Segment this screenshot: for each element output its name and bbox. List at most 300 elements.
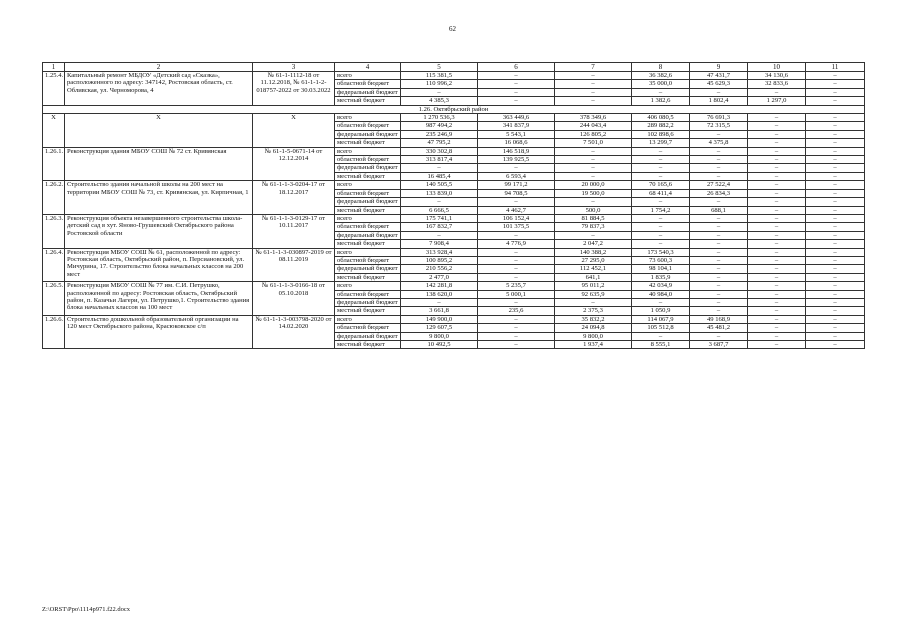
amount-cell: 363 449,6 xyxy=(478,114,555,122)
object-name: Строительство здания начальной школы на 200 мест на территории МБОУ СОШ № 73, ст. Кривянская, ул. Кирпичная, 1 xyxy=(65,181,253,215)
amount-cell: – xyxy=(748,214,806,222)
table-row xyxy=(43,214,865,222)
amount-cell: 235,6 xyxy=(478,307,555,315)
amount-cell: 99 171,2 xyxy=(478,181,555,189)
amount-cell: 1 382,6 xyxy=(632,97,690,105)
amount-cell: – xyxy=(806,139,865,147)
amount-cell: – xyxy=(632,172,690,180)
amount-cell: 16 068,6 xyxy=(478,139,555,147)
column-header: 2 xyxy=(65,63,253,72)
funding-source: федеральный бюджет xyxy=(335,198,401,206)
amount-cell: 3 661,8 xyxy=(401,307,478,315)
funding-source: всего xyxy=(335,248,401,256)
amount-cell: – xyxy=(748,139,806,147)
item-number: 1.26.5. xyxy=(43,282,65,316)
amount-cell: 79 837,3 xyxy=(555,223,632,231)
amount-cell: 8 555,1 xyxy=(632,341,690,349)
funding-source: областной бюджет xyxy=(335,80,401,88)
amount-cell: – xyxy=(748,130,806,138)
column-header: 1 xyxy=(43,63,65,72)
amount-cell: 1 937,4 xyxy=(555,341,632,349)
amount-cell: – xyxy=(806,164,865,172)
funding-source: местный бюджет xyxy=(335,341,401,349)
amount-cell: – xyxy=(690,198,748,206)
amount-cell: – xyxy=(748,341,806,349)
amount-cell: – xyxy=(748,181,806,189)
table-row xyxy=(43,181,865,189)
funding-source: всего xyxy=(335,214,401,222)
item-number: 1.26.3. xyxy=(43,214,65,248)
amount-cell: – xyxy=(690,240,748,248)
column-header: 4 xyxy=(335,63,401,72)
funding-source: федеральный бюджет xyxy=(335,332,401,340)
amount-cell: 73 600,3 xyxy=(632,256,690,264)
amount-cell: 378 349,6 xyxy=(555,114,632,122)
amount-cell: – xyxy=(806,206,865,214)
amount-cell: 92 635,9 xyxy=(555,290,632,298)
document-reference: № 61-1-1-3-030897-2019 от 08.11.2019 xyxy=(253,248,335,282)
amount-cell: – xyxy=(478,80,555,88)
amount-cell: – xyxy=(748,290,806,298)
budget-table xyxy=(42,62,865,349)
amount-cell: – xyxy=(748,189,806,197)
amount-cell: 81 884,5 xyxy=(555,214,632,222)
amount-cell: – xyxy=(748,248,806,256)
amount-cell: 9 800,0 xyxy=(555,332,632,340)
amount-cell: – xyxy=(806,181,865,189)
amount-cell: 1 270 536,3 xyxy=(401,114,478,122)
amount-cell: – xyxy=(806,282,865,290)
funding-source: местный бюджет xyxy=(335,172,401,180)
funding-source: федеральный бюджет xyxy=(335,88,401,96)
amount-cell: – xyxy=(806,341,865,349)
funding-source: федеральный бюджет xyxy=(335,231,401,239)
amount-cell: 126 805,2 xyxy=(555,130,632,138)
amount-cell: – xyxy=(806,122,865,130)
amount-cell: 5 543,1 xyxy=(478,130,555,138)
amount-cell: – xyxy=(632,198,690,206)
funding-source: федеральный бюджет xyxy=(335,130,401,138)
amount-cell: 110 996,2 xyxy=(401,80,478,88)
amount-cell: – xyxy=(748,206,806,214)
amount-cell: – xyxy=(478,256,555,264)
amount-cell: 49 168,9 xyxy=(690,315,748,323)
table-row xyxy=(43,72,865,80)
amount-cell: – xyxy=(806,298,865,306)
amount-cell: 101 375,5 xyxy=(478,223,555,231)
funding-source: федеральный бюджет xyxy=(335,298,401,306)
amount-cell: 641,1 xyxy=(555,273,632,281)
amount-cell: 26 834,3 xyxy=(690,189,748,197)
amount-cell: – xyxy=(806,256,865,264)
amount-cell: – xyxy=(478,315,555,323)
amount-cell: 35 832,2 xyxy=(555,315,632,323)
document-reference: № 61-1-1112-18 от 11.12.2018, № 61-1-1-2-018757-2022 от 30.03.2022 xyxy=(253,72,335,106)
amount-cell: – xyxy=(806,223,865,231)
amount-cell: 987 494,2 xyxy=(401,122,478,130)
column-header: 9 xyxy=(690,63,748,72)
amount-cell: – xyxy=(690,147,748,155)
funding-source: местный бюджет xyxy=(335,273,401,281)
funding-source: всего xyxy=(335,315,401,323)
amount-cell: 34 130,6 xyxy=(748,72,806,80)
object-name: Х xyxy=(65,114,253,148)
amount-cell: – xyxy=(632,214,690,222)
amount-cell: – xyxy=(690,256,748,264)
document-reference: № 61-1-5-0671-14 от 12.12.2014 xyxy=(253,147,335,181)
amount-cell: 173 540,3 xyxy=(632,248,690,256)
amount-cell: 16 485,4 xyxy=(401,172,478,180)
amount-cell: – xyxy=(478,248,555,256)
amount-cell: – xyxy=(555,80,632,88)
document-reference: № 61-1-1-3-0204-17 от 18.12.2017 xyxy=(253,181,335,215)
amount-cell: – xyxy=(690,231,748,239)
amount-cell: 6 666,5 xyxy=(401,206,478,214)
amount-cell: 210 556,2 xyxy=(401,265,478,273)
object-name: Капитальный ремонт МБДОУ «Детский сад «Сказка», расположенного по адресу: 347142, Ростовская область, ст. Обливская, ул. Черноморова, 4 xyxy=(65,72,253,106)
amount-cell: – xyxy=(748,198,806,206)
amount-cell: – xyxy=(748,240,806,248)
amount-cell: 149 900,0 xyxy=(401,315,478,323)
amount-cell: – xyxy=(555,147,632,155)
amount-cell: – xyxy=(806,80,865,88)
amount-cell: 76 691,3 xyxy=(690,114,748,122)
amount-cell: – xyxy=(478,198,555,206)
amount-cell: – xyxy=(748,223,806,231)
amount-cell: 47 431,7 xyxy=(690,72,748,80)
amount-cell: – xyxy=(401,231,478,239)
amount-cell: 3 687,7 xyxy=(690,341,748,349)
column-header: 10 xyxy=(748,63,806,72)
funding-source: всего xyxy=(335,114,401,122)
amount-cell: – xyxy=(690,282,748,290)
amount-cell: 4 776,9 xyxy=(478,240,555,248)
amount-cell: – xyxy=(806,231,865,239)
funding-source: всего xyxy=(335,72,401,80)
document-reference: № 61-1-1-3-0166-18 от 05.10.2018 xyxy=(253,282,335,316)
amount-cell: – xyxy=(748,231,806,239)
item-number: 1.26.4. xyxy=(43,248,65,282)
amount-cell: – xyxy=(806,324,865,332)
amount-cell: – xyxy=(748,315,806,323)
amount-cell: – xyxy=(555,164,632,172)
amount-cell: – xyxy=(806,172,865,180)
amount-cell: – xyxy=(806,315,865,323)
amount-cell: – xyxy=(632,298,690,306)
amount-cell: – xyxy=(748,282,806,290)
amount-cell: 4 462,7 xyxy=(478,206,555,214)
amount-cell: – xyxy=(806,198,865,206)
amount-cell: – xyxy=(806,189,865,197)
amount-cell: – xyxy=(690,214,748,222)
amount-cell: – xyxy=(478,97,555,105)
funding-source: всего xyxy=(335,181,401,189)
amount-cell: – xyxy=(748,307,806,315)
object-name: Реконструкция МБОУ СОШ № 61, расположенной по адресу: Ростовская область, Октябрьский район, п. Персиановский, ул. Мичурина, 17. Строительство блока начальных классов на 200 мест xyxy=(65,248,253,282)
amount-cell: – xyxy=(555,156,632,164)
amount-cell: – xyxy=(632,156,690,164)
amount-cell: – xyxy=(748,114,806,122)
amount-cell: – xyxy=(478,324,555,332)
column-header: 3 xyxy=(253,63,335,72)
amount-cell: – xyxy=(632,231,690,239)
amount-cell: – xyxy=(748,332,806,340)
amount-cell: 2 047,2 xyxy=(555,240,632,248)
amount-cell: – xyxy=(748,265,806,273)
amount-cell: 5 235,7 xyxy=(478,282,555,290)
amount-cell: – xyxy=(690,332,748,340)
object-name: Реконструкция объекта незавершенного строительства школа-детский сад в хут. Яново-Грушевский Октябрьского района Ростовской области xyxy=(65,214,253,248)
amount-cell: – xyxy=(555,231,632,239)
amount-cell: – xyxy=(632,332,690,340)
amount-cell: – xyxy=(690,156,748,164)
funding-source: местный бюджет xyxy=(335,206,401,214)
page-number: 62 xyxy=(449,25,456,33)
amount-cell: – xyxy=(806,72,865,80)
amount-cell: – xyxy=(748,273,806,281)
amount-cell: – xyxy=(478,273,555,281)
amount-cell: 95 011,2 xyxy=(555,282,632,290)
amount-cell: 19 500,0 xyxy=(555,189,632,197)
amount-cell: 129 607,5 xyxy=(401,324,478,332)
amount-cell: – xyxy=(806,248,865,256)
amount-cell: – xyxy=(478,72,555,80)
amount-cell: – xyxy=(690,307,748,315)
item-number: 1.26.2. xyxy=(43,181,65,215)
amount-cell: – xyxy=(632,240,690,248)
amount-cell: – xyxy=(478,231,555,239)
column-header: 6 xyxy=(478,63,555,72)
amount-cell: 1 802,4 xyxy=(690,97,748,105)
document-reference: № 61-1-1-3-0129-17 от 10.11.2017 xyxy=(253,214,335,248)
column-header: 5 xyxy=(401,63,478,72)
amount-cell: 36 382,6 xyxy=(632,72,690,80)
amount-cell: 20 000,0 xyxy=(555,181,632,189)
table-row xyxy=(43,315,865,323)
funding-source: областной бюджет xyxy=(335,324,401,332)
amount-cell: – xyxy=(555,97,632,105)
amount-cell: – xyxy=(748,147,806,155)
amount-cell: – xyxy=(748,298,806,306)
amount-cell: – xyxy=(690,290,748,298)
amount-cell: – xyxy=(555,88,632,96)
column-header: 7 xyxy=(555,63,632,72)
amount-cell: – xyxy=(478,341,555,349)
amount-cell: 313 817,4 xyxy=(401,156,478,164)
amount-cell: – xyxy=(806,147,865,155)
amount-cell: – xyxy=(401,164,478,172)
amount-cell: 1 835,9 xyxy=(632,273,690,281)
amount-cell: – xyxy=(806,273,865,281)
amount-cell: 42 034,9 xyxy=(632,282,690,290)
amount-cell: 341 837,9 xyxy=(478,122,555,130)
item-number: 1.25.4. xyxy=(43,72,65,106)
funding-source: местный бюджет xyxy=(335,240,401,248)
amount-cell: 7 908,4 xyxy=(401,240,478,248)
funding-source: областной бюджет xyxy=(335,290,401,298)
amount-cell: 94 708,5 xyxy=(478,189,555,197)
amount-cell: 98 104,1 xyxy=(632,265,690,273)
item-number: 1.26.6. xyxy=(43,315,65,349)
funding-source: областной бюджет xyxy=(335,122,401,130)
document-reference: № 61-1-1-3-003798-2020 от 14.02.2020 xyxy=(253,315,335,349)
item-number: Х xyxy=(43,114,65,148)
amount-cell: 4 375,8 xyxy=(690,139,748,147)
table-row xyxy=(43,114,865,122)
amount-cell: – xyxy=(806,307,865,315)
funding-source: федеральный бюджет xyxy=(335,164,401,172)
amount-cell: – xyxy=(806,156,865,164)
amount-cell: 142 281,8 xyxy=(401,282,478,290)
amount-cell: – xyxy=(690,223,748,231)
amount-cell: 244 043,4 xyxy=(555,122,632,130)
funding-source: местный бюджет xyxy=(335,97,401,105)
amount-cell: 32 833,6 xyxy=(748,80,806,88)
column-header: 11 xyxy=(806,63,865,72)
amount-cell: – xyxy=(690,164,748,172)
amount-cell: – xyxy=(806,130,865,138)
amount-cell: – xyxy=(690,130,748,138)
funding-source: всего xyxy=(335,147,401,155)
amount-cell: 45 481,2 xyxy=(690,324,748,332)
amount-cell: 102 898,6 xyxy=(632,130,690,138)
amount-cell: 406 080,5 xyxy=(632,114,690,122)
amount-cell: 146 518,9 xyxy=(478,147,555,155)
amount-cell: – xyxy=(748,324,806,332)
funding-source: областной бюджет xyxy=(335,256,401,264)
funding-source: областной бюджет xyxy=(335,189,401,197)
amount-cell: 138 620,0 xyxy=(401,290,478,298)
amount-cell: – xyxy=(806,290,865,298)
amount-cell: 105 512,8 xyxy=(632,324,690,332)
amount-cell: – xyxy=(401,88,478,96)
table-row xyxy=(43,248,865,256)
amount-cell: – xyxy=(748,122,806,130)
amount-cell: – xyxy=(478,88,555,96)
amount-cell: – xyxy=(555,172,632,180)
amount-cell: 330 302,8 xyxy=(401,147,478,155)
amount-cell: 235 246,9 xyxy=(401,130,478,138)
amount-cell: 13 299,7 xyxy=(632,139,690,147)
amount-cell: – xyxy=(478,332,555,340)
funding-source: местный бюджет xyxy=(335,307,401,315)
amount-cell: – xyxy=(748,88,806,96)
amount-cell: 500,0 xyxy=(555,206,632,214)
amount-cell: – xyxy=(478,265,555,273)
amount-cell: 175 741,1 xyxy=(401,214,478,222)
amount-cell: 100 895,2 xyxy=(401,256,478,264)
funding-source: местный бюджет xyxy=(335,139,401,147)
amount-cell: – xyxy=(806,214,865,222)
funding-source: областной бюджет xyxy=(335,156,401,164)
amount-cell: 1 754,2 xyxy=(632,206,690,214)
amount-cell: 68 411,4 xyxy=(632,189,690,197)
amount-cell: 1 050,9 xyxy=(632,307,690,315)
amount-cell: – xyxy=(401,198,478,206)
amount-cell: – xyxy=(690,248,748,256)
amount-cell: – xyxy=(555,198,632,206)
amount-cell: 9 800,0 xyxy=(401,332,478,340)
column-number-row xyxy=(43,63,865,72)
amount-cell: 10 492,5 xyxy=(401,341,478,349)
amount-cell: – xyxy=(806,240,865,248)
amount-cell: – xyxy=(632,147,690,155)
amount-cell: 72 315,5 xyxy=(690,122,748,130)
funding-source: областной бюджет xyxy=(335,223,401,231)
amount-cell: – xyxy=(748,256,806,264)
amount-cell: 4 385,3 xyxy=(401,97,478,105)
object-name: Строительство дошкольной образовательной организации на 120 мест Октябрьского района, Красюковское с/п xyxy=(65,315,253,349)
object-name: Реконструкция МБОУ СОШ № 77 им. С.И. Петрушко, расположенной по адресу: Ростовская область, Октябрьский район, п. Казачьи Лагери, ул. Петрушко,1. Строительство здания блока начальных классов на 100 мест xyxy=(65,282,253,316)
amount-cell: 7 501,0 xyxy=(555,139,632,147)
amount-cell: – xyxy=(748,164,806,172)
amount-cell: 1 297,0 xyxy=(748,97,806,105)
table-row xyxy=(43,282,865,290)
amount-cell: 140 388,2 xyxy=(555,248,632,256)
amount-cell: 115 381,5 xyxy=(401,72,478,80)
amount-cell: – xyxy=(690,273,748,281)
section-row xyxy=(43,105,865,113)
amount-cell: 167 832,7 xyxy=(401,223,478,231)
amount-cell: 24 094,8 xyxy=(555,324,632,332)
amount-cell: 106 152,4 xyxy=(478,214,555,222)
amount-cell: 5 000,1 xyxy=(478,290,555,298)
table-body xyxy=(43,63,865,349)
amount-cell: 6 593,4 xyxy=(478,172,555,180)
amount-cell: 133 839,0 xyxy=(401,189,478,197)
amount-cell: – xyxy=(478,298,555,306)
amount-cell: 70 165,6 xyxy=(632,181,690,189)
amount-cell: – xyxy=(806,332,865,340)
amount-cell: 35 000,0 xyxy=(632,80,690,88)
amount-cell: – xyxy=(806,97,865,105)
amount-cell: – xyxy=(401,298,478,306)
amount-cell: – xyxy=(632,223,690,231)
item-number: 1.26.1. xyxy=(43,147,65,181)
column-header: 8 xyxy=(632,63,690,72)
amount-cell: 114 067,9 xyxy=(632,315,690,323)
amount-cell: – xyxy=(806,265,865,273)
amount-cell: 140 505,5 xyxy=(401,181,478,189)
amount-cell: 27 295,0 xyxy=(555,256,632,264)
amount-cell: 47 795,2 xyxy=(401,139,478,147)
amount-cell: 2 477,0 xyxy=(401,273,478,281)
amount-cell: – xyxy=(748,172,806,180)
amount-cell: – xyxy=(555,72,632,80)
amount-cell: – xyxy=(690,172,748,180)
object-name: Реконструкция здания МБОУ СОШ № 72 ст. Кривянская xyxy=(65,147,253,181)
funding-source: всего xyxy=(335,282,401,290)
amount-cell: 289 882,2 xyxy=(632,122,690,130)
amount-cell: – xyxy=(806,114,865,122)
amount-cell: 40 984,0 xyxy=(632,290,690,298)
document-reference: Х xyxy=(253,114,335,148)
amount-cell: – xyxy=(555,298,632,306)
amount-cell: – xyxy=(690,298,748,306)
amount-cell: 112 452,1 xyxy=(555,265,632,273)
amount-cell: – xyxy=(632,164,690,172)
amount-cell: – xyxy=(690,88,748,96)
amount-cell: 313 928,4 xyxy=(401,248,478,256)
table-row xyxy=(43,147,865,155)
amount-cell: 45 629,3 xyxy=(690,80,748,88)
section-title: 1.26. Октябрьский район xyxy=(43,105,865,113)
footer-file-path: Z:\ORST\Ppo\1114p971.f22.docx xyxy=(42,606,130,613)
amount-cell: – xyxy=(478,164,555,172)
amount-cell: 139 925,5 xyxy=(478,156,555,164)
funding-source: федеральный бюджет xyxy=(335,265,401,273)
amount-cell: 27 522,4 xyxy=(690,181,748,189)
